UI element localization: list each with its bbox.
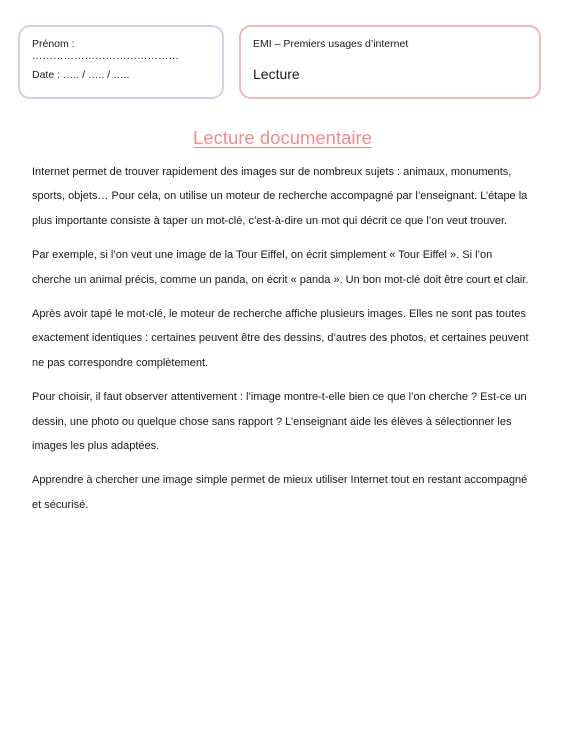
- student-info-box: [18, 25, 224, 99]
- firstname-field: Prénom : ……………………………………: [32, 38, 179, 62]
- paragraph: Pour choisir, il faut observer attentivement : l’image montre-t-elle bien ce que l’on cherche ? Est-ce un dessin, une photo ou quelque chose sans rapport ? L’enseignant aide les élèves à sélectionner les images les plus adaptées.: [32, 391, 527, 453]
- subject-label: EMI – Premiers usages d’internet: [253, 38, 409, 50]
- paragraph: Apprendre à chercher une image simple permet de mieux utiliser Internet tout en restant accompagné et sécurisé.: [32, 474, 528, 511]
- paragraph: Internet permet de trouver rapidement des images sur de nombreux sujets : animaux, monuments, sports, objets… Pour cela, on utilise un moteur de recherche accompagné par l’enseignant. L’étape la plus importante consiste à taper un mot-clé, c’est-à-dire un mot qui décrit ce que l’on veut trouver.: [32, 166, 528, 227]
- subject-box: [239, 25, 541, 99]
- document-title: Lecture documentaire: [193, 127, 372, 148]
- activity-label: Lecture: [253, 66, 300, 82]
- document-body: [32, 160, 532, 527]
- paragraph: Par exemple, si l’on veut une image de la Tour Eiffel, on écrit simplement « Tour Eiffel ». Si l’on cherche un animal précis, comme un panda, on écrit « panda ». Un bon mot-clé doit être court et clair.: [32, 249, 529, 286]
- date-field: Date : ….. / ….. / …..: [32, 69, 130, 81]
- paragraph: Après avoir tapé le mot-clé, le moteur de recherche affiche plusieurs images. Elles ne sont pas toutes exactement identiques : certaines peuvent être des dessins, d’autres des photos, et certaines peuvent ne pas correspondre complètement.: [32, 308, 529, 369]
